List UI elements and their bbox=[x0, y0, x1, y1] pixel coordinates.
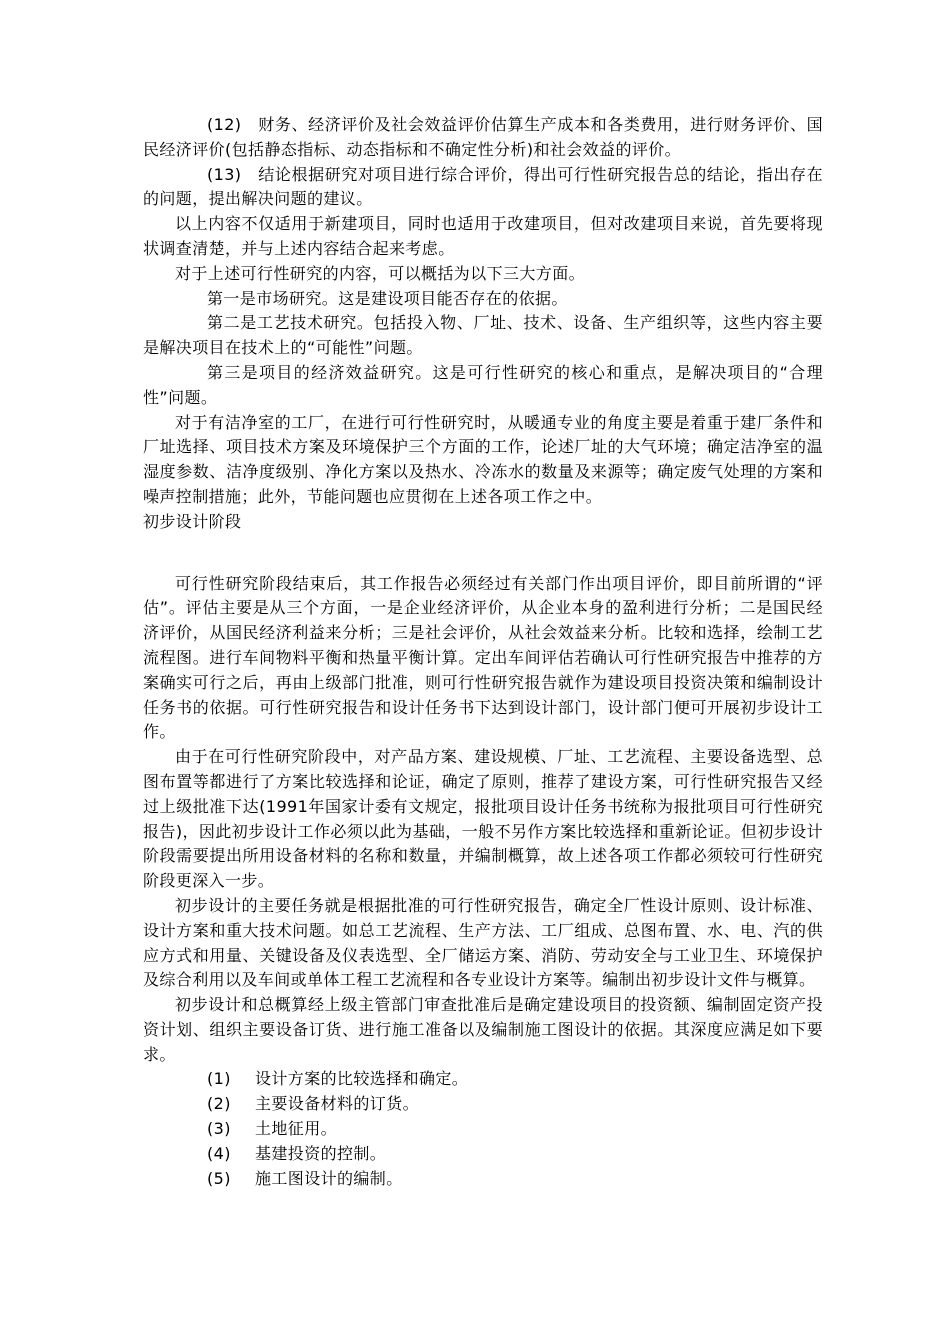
list-item-number: (1) bbox=[207, 1069, 231, 1089]
paragraph-main-task: 初步设计的主要任务就是根据批准的可行性研究报告，确定全厂性设计原则、设计标准、设计方案和重大技术问题。如总工艺流程、生产方法、工厂组成、总图布置、水、电、汽的供应方式和用量、关键设备及仪表选型、全厂储运方案、消防、劳动安全与工业卫生、环境保护及综合利用以及车间或单体工程工艺流程和各专业设计方案等。编制出初步设计文件与概算。 bbox=[143, 895, 823, 990]
paragraph-three-aspects-intro: 对于上述可行性研究的内容，可以概括为以下三大方面。 bbox=[175, 263, 586, 283]
paragraph-aspect-economics: 第三是项目的经济效益研究。这是可行性研究的核心和重点，是解决项目的“合理性”问题。 bbox=[143, 362, 823, 407]
list-item-text: 土地征用。 bbox=[255, 1119, 338, 1139]
paragraph-item-12: (12) 财务、经济评价及社会效益评价估算生产成本和各类费用，进行财务评价、国民经济评价(包括静态指标、动态指标和不确定性分析)和社会效益的评价。 bbox=[143, 115, 823, 159]
paragraph-cleanroom-hvac: 对于有洁净室的工厂，在进行可行性研究时，从暖通专业的角度主要是着重于建厂条件和厂址选择、项目技术方案及环境保护三个方面的工作，论述厂址的大气环境；确定洁净室的温湿度参数、洁净度级别、净化方案以及热水、冷冻水的数量及来源等；确定废气处理的方案和噪声控制措施；此外，节能问题也应贯彻在上述各项工作之中。 bbox=[143, 412, 823, 506]
paragraph-approval: 初步设计和总概算经上级主管部门审查批准后是确定建设项目的投资额、编制固定资产投资计划、组织主要设备订货、进行施工准备以及编制施工图设计的依据。其深度应满足如下要求。 bbox=[143, 995, 823, 1064]
paragraph-evaluation: 可行性研究阶段结束后，其工作报告必须经过有关部门作出项目评价，即目前所谓的“评估”。评估主要是从三个方面，一是企业经济评价，从企业本身的盈利进行分析；二是国民经济评价，从国民经济利益来分析；三是社会评价，从社会效益来分析。比较和选择，绘制工艺流程图。进行车间物料平衡和热量平衡计算。定出车间评估若确认可行性研究报告中推荐的方案确实可行之后，再由上级部门批准，则可行性研究报告就作为建设项目投资决策和编制设计任务书的依据。可行性研究报告和设计任务书下达到设计部门，设计部门便可开展初步设计工作。 bbox=[143, 573, 823, 742]
section-spacer bbox=[143, 535, 823, 572]
list-item-text: 基建投资的控制。 bbox=[255, 1143, 387, 1163]
list-item-number: (2) bbox=[207, 1094, 231, 1114]
list-item bbox=[207, 1117, 823, 1142]
section-heading: 初步设计阶段 bbox=[143, 511, 242, 531]
list-item bbox=[207, 1092, 823, 1117]
list-item-number: (4) bbox=[207, 1143, 231, 1163]
list-item-text: 主要设备材料的订货。 bbox=[255, 1094, 420, 1114]
document-body bbox=[143, 113, 823, 1191]
list-item bbox=[207, 1067, 823, 1092]
paragraph-scope-note: 以上内容不仅适用于新建项目，同时也适用于改建项目，但对改建项目来说，首先要将现状调查清楚，并与上述内容结合起来考虑。 bbox=[143, 214, 823, 258]
list-item-text: 设计方案的比较选择和确定。 bbox=[255, 1069, 469, 1089]
requirements-list bbox=[143, 1067, 823, 1191]
paragraph-aspect-technology: 第二是工艺技术研究。包括投入物、厂址、技术、设备、生产组织等，这些内容主要是解决项目在技术上的“可能性”问题。 bbox=[143, 313, 823, 358]
list-item bbox=[207, 1167, 823, 1192]
list-item-text: 施工图设计的编制。 bbox=[255, 1168, 403, 1188]
paragraph-item-13: (13) 结论根据研究对项目进行综合评价，得出可行性研究报告总的结论，指出存在的问题，提出解决问题的建议。 bbox=[143, 164, 823, 209]
list-item bbox=[207, 1142, 823, 1167]
list-item-number: (5) bbox=[207, 1168, 231, 1188]
paragraph-aspect-market: 第一是市场研究。这是建设项目能否存在的依据。 bbox=[207, 288, 568, 308]
list-item-number: (3) bbox=[207, 1119, 231, 1139]
paragraph-basis: 由于在可行性研究阶段中，对产品方案、建设规模、厂址、工艺流程、主要设备选型、总图布置等都进行了方案比较选择和论证，确定了原则，推荐了建设方案，可行性研究报告又经过上级批准下达(1991年国家计委有文规定，报批项目设计任务书统称为报批项目可行性研究报告)，因此初步设计工作必须以此为基础，一般不另作方案比较选择和重新论证。但初步设计阶段需要提出所用设备材料的名称和数量，并编制概算，故上述各项工作都必须较可行性研究阶段更深入一步。 bbox=[143, 747, 823, 891]
